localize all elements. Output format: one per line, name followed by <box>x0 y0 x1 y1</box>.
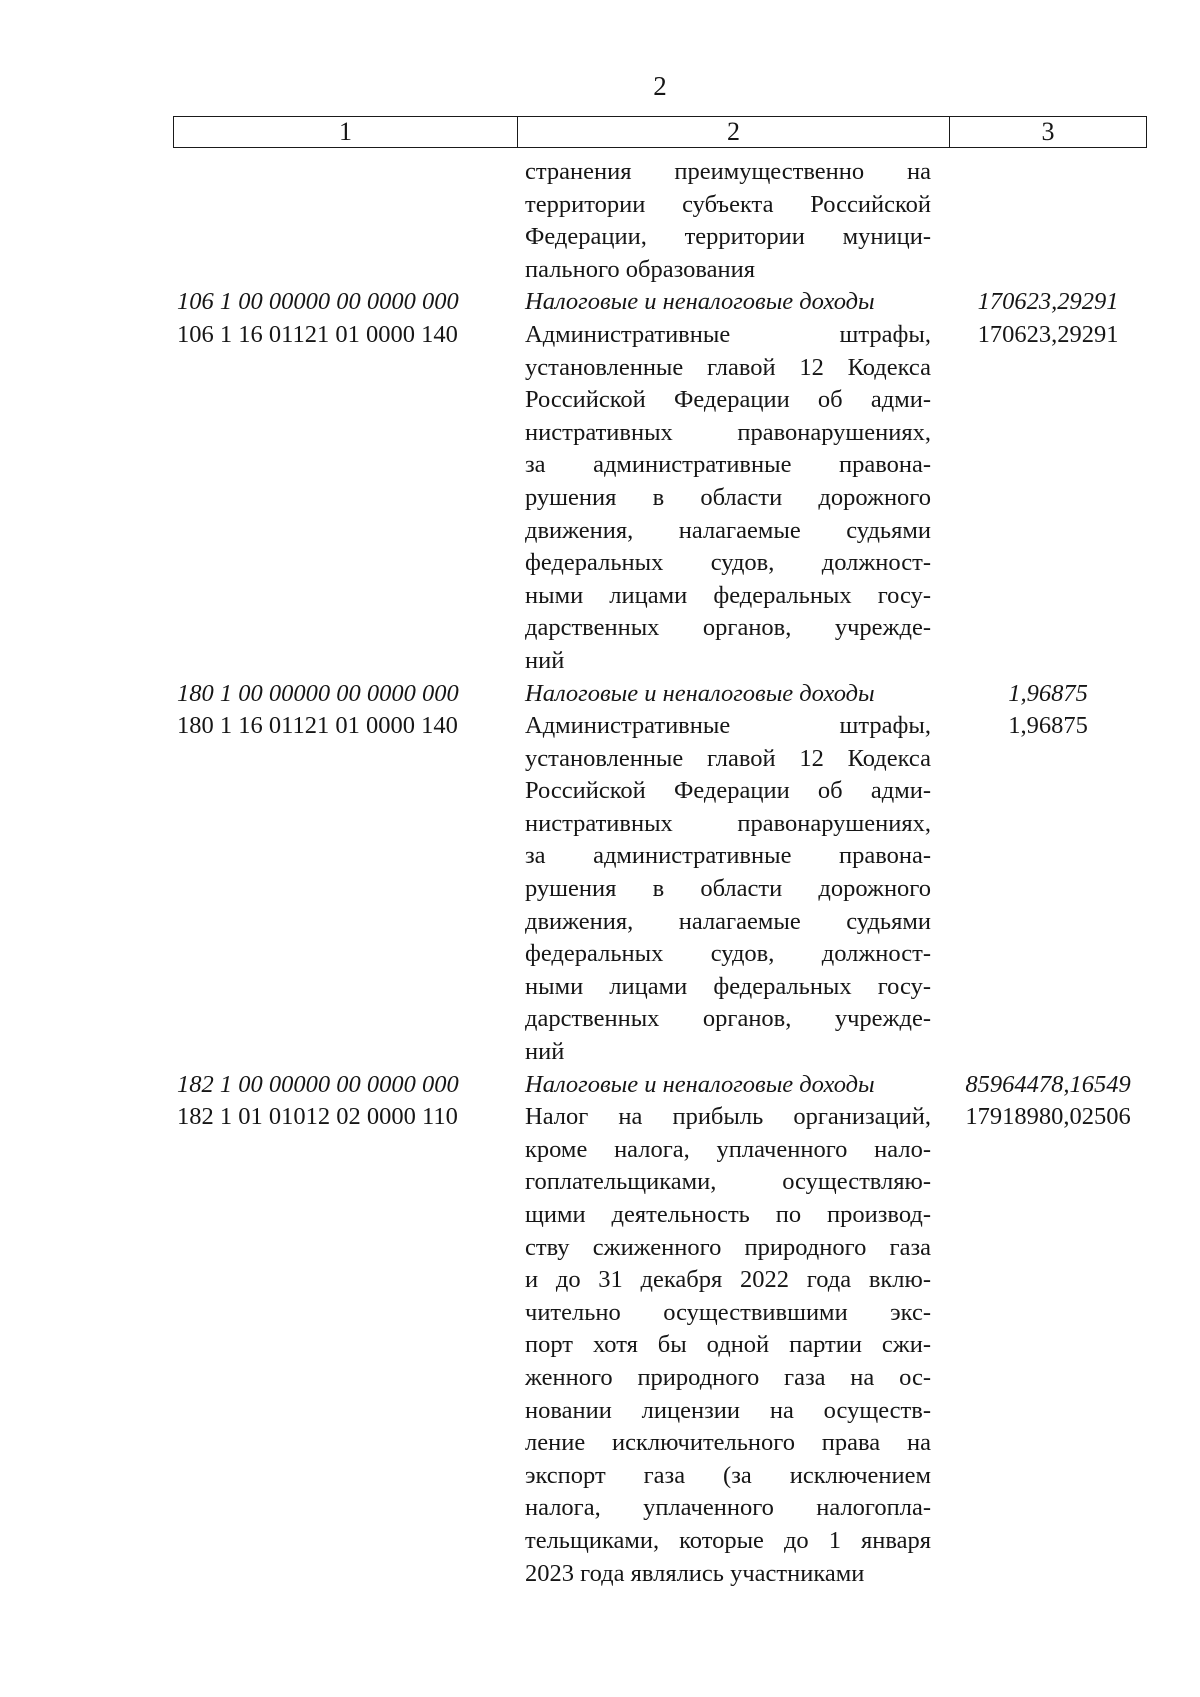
table-body <box>173 156 1147 1590</box>
description-line: нистративных правонарушениях, <box>525 418 931 446</box>
amount-value: 1,96875 <box>1008 679 1088 707</box>
description-line: пального образования <box>525 255 756 283</box>
description-line: ление исключительного права на <box>525 1429 931 1457</box>
description-line: федеральных судов, должност- <box>525 549 931 577</box>
description-line: Российской Федерации об адми- <box>525 386 931 414</box>
table-row <box>173 1101 1147 1590</box>
table-row <box>173 156 1147 286</box>
budget-code: 106 1 16 01121 01 0000 140 <box>177 320 458 348</box>
page-number: 2 <box>653 71 667 101</box>
table-row <box>173 710 1147 1069</box>
amount-value: 1,96875 <box>1008 712 1088 740</box>
income-description <box>517 678 949 711</box>
description-line: Административные штрафы, <box>525 712 931 740</box>
description-line: Налоговые и неналоговые доходы <box>525 679 875 707</box>
description-line: Налоговые и неналоговые доходы <box>525 288 875 316</box>
description-line: щими деятельность по производ- <box>525 1201 931 1228</box>
budget-code: 182 1 00 00000 00 0000 000 <box>177 1070 459 1098</box>
description-line: ными лицами федеральных госу- <box>525 581 931 609</box>
description-line: 2023 года являлись участниками <box>525 1559 865 1587</box>
description-line: движения, налагаемые судьями <box>525 516 931 544</box>
description-line: тельщиками, которые до 1 января <box>525 1526 931 1554</box>
description-line: ными лицами федеральных госу- <box>525 972 931 1000</box>
description-line: установленные главой 12 Кодекса <box>525 744 931 772</box>
budget-code: 180 1 16 01121 01 0000 140 <box>177 712 458 740</box>
budget-code: 182 1 01 01012 02 0000 110 <box>177 1103 458 1131</box>
description-line: дарственных органов, учрежде- <box>525 614 931 642</box>
description-line: движения, налагаемые судьями <box>525 907 931 935</box>
amount-value: 170623,29291 <box>977 288 1119 316</box>
income-description <box>517 1101 949 1590</box>
amount-value: 170623,29291 <box>977 320 1119 348</box>
description-line: Российской Федерации об адми- <box>525 777 931 805</box>
income-description <box>517 319 949 678</box>
description-line: Административные штрафы, <box>525 320 931 348</box>
description-line: Налог на прибыль организаций, <box>525 1103 931 1131</box>
amount-value: 85964478,16549 <box>965 1070 1131 1098</box>
header-column-1: 1 <box>174 117 518 147</box>
description-line: рушения в области дорожного <box>525 483 931 511</box>
header-column-2: 2 <box>518 117 950 147</box>
amount-value: 17918980,02506 <box>965 1103 1131 1131</box>
description-line: странения преимущественно на <box>525 158 931 185</box>
description-line: экспорт газа (за исключением <box>525 1461 931 1489</box>
description-line: Федерации, территории муници- <box>525 223 931 251</box>
description-line: чительно осуществившими экс- <box>525 1298 931 1326</box>
description-line: дарственных органов, учрежде- <box>525 1005 931 1033</box>
description-line: налога, уплаченного налогопла- <box>525 1494 931 1522</box>
description-line: женного природного газа на ос- <box>525 1363 931 1391</box>
table-row <box>173 1069 1147 1102</box>
description-line: Налоговые и неналоговые доходы <box>525 1070 875 1098</box>
description-line: нистративных правонарушениях, <box>525 809 931 837</box>
description-line: федеральных судов, должност- <box>525 940 931 968</box>
budget-code: 106 1 00 00000 00 0000 000 <box>177 288 459 316</box>
description-line: новании лицензии на осуществ- <box>525 1396 931 1424</box>
income-description <box>517 1069 949 1102</box>
description-line: ний <box>525 1038 565 1066</box>
description-line: ний <box>525 646 565 674</box>
description-line: ству сжиженного природного газа <box>525 1233 931 1261</box>
table-row <box>173 678 1147 711</box>
description-line: порт хотя бы одной партии сжи- <box>525 1331 931 1359</box>
table-header-row <box>173 116 1147 148</box>
description-line: за административные правона- <box>525 842 931 870</box>
table-row <box>173 319 1147 678</box>
budget-code: 180 1 00 00000 00 0000 000 <box>177 679 459 707</box>
description-line: территории субъекта Российской <box>525 190 931 218</box>
description-line: рушения в области дорожного <box>525 875 931 903</box>
income-description <box>517 286 949 319</box>
description-line: кроме налога, уплаченного нало- <box>525 1135 931 1163</box>
income-description <box>517 710 949 1069</box>
description-line: за административные правона- <box>525 451 931 479</box>
description-line: гоплательщиками, осуществляю- <box>525 1168 931 1196</box>
table-row <box>173 286 1147 319</box>
income-description <box>517 156 949 286</box>
description-line: и до 31 декабря 2022 года вклю- <box>525 1266 931 1294</box>
header-column-3: 3 <box>1041 117 1055 146</box>
description-line: установленные главой 12 Кодекса <box>525 353 931 381</box>
